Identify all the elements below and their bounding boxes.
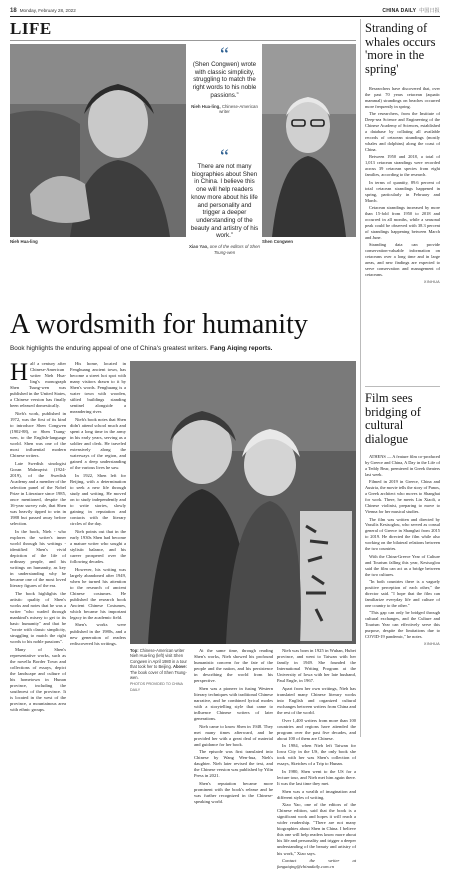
article-paragraph: Nieh's book notes that Shen didn't attend school much and spent a long time in the army in his early years, serving as a soldier and clerk. He traveled extensively along the waterways of the region, and gained a deep understanding of the various lives he saw. — [70, 416, 126, 471]
caption-top-label: Top: — [130, 648, 139, 653]
pull-quote-name: Nieh Hua-ling, — [191, 103, 221, 109]
article-paragraph: Nieh was born in 1925 in Wuhan, Hubei province, and went to Taiwan with her family in 1949. She founded the International Writing Program at the University of Iowa with her late husband, Paul Engle, in 1967. — [277, 648, 356, 684]
article-paragraph: Shen's works were published in the 1980s, and a new generation of readers rediscovered his writings. — [70, 622, 126, 646]
article-text: alf a century after Chinese-American writer Nieh Hua-ling's monograph Shen Tsung-wen was published in the United States, a Chinese version has finally been released domestically. — [10, 361, 66, 409]
article-paragraph: The episode was first translated into Chinese by Wang Wen-hua, Nieh's daughter. Nieh later revised the text, and the Chinese version was published by Yilin Press in 2021. — [194, 749, 273, 779]
quote-mark-icon: “ — [220, 44, 229, 66]
article-paragraph: Many of Shen's representative works, such as the novella Border Town and collections of essays, depict the landscape and culture of his hometown in Hunan province, including the southwest of the province. It is located in the west of the province, a mountainous area with ethnic groups. — [10, 646, 66, 713]
contact-line — [277, 858, 356, 870]
sidebar-divider — [365, 386, 440, 387]
article-paragraph: At the same time, through reading Shen's works, Nieh showed his profound humanistic concern for the fate of the people and the nation, and his persistence in describing the world from his perspective. — [194, 648, 273, 684]
sidebar-paragraph: Researchers have discovered that, over the past 70 years cetacean (aquatic mammal) strandings on beaches occurred more frequently in spring. — [365, 86, 440, 109]
page-info — [10, 8, 76, 14]
article-paragraph: Nieh points out that in the early 1930s Shen had become a mature writer who sought a stylistic balance, and his career prospered over the following decades. — [70, 528, 126, 564]
sidebar-paragraph: "This gap can only be bridged through cultural exchanges, and the Culture and Tourism Year can effectively serve this purpose, despite the limitations due to COVID-19 pandemic," he notes. — [365, 610, 440, 640]
pull-quote-attribution — [189, 104, 260, 115]
sidebar-paragraph: The researchers, from the Institute of Deep-sea Science and Engineering of the Chinese Academy of Sciences, established a database by collating all available records of cetacean strandings (mostly whales and dolphins) along the coast of China. — [365, 111, 440, 153]
article-paragraph: Apart from her own writings, Nieh has translated many Chinese literary works into English and organized cultural exchanges between writers from China and the rest of the world. — [277, 685, 356, 715]
middle-photo-caption — [130, 648, 190, 693]
article-paragraph: In 1922, Shen left for Beijing, with a determination to seek a new life through study and writing. He moved on to study independently and to write stories, slowly gaining in reputation and contacts with the literary circles of the day. — [70, 472, 126, 527]
article-paragraph: Nieh came to know Shen in 1948. They met many times afterward, and he provided her with a great deal of material and guidance for her book. — [194, 723, 273, 747]
article-paragraph: In the book, Nieh - who explores the writer's inner world through his writings - identified Shen's vivid depiction of the life of ordinary people, and his writings on humanity, as key in understanding why he became one of the most loved literary figures of the era. — [10, 528, 66, 589]
header-rule — [10, 16, 440, 17]
sidebar-paragraph: ATHENS — A feature film co-produced by Greece and China, A Day in the Life of a Teddy Bear, premiered in Greek theaters last week. — [365, 454, 440, 477]
sidebar-paragraph: In terms of quantity, 89.6 percent of total cetacean strandings happened in spring, particularly in February and March. — [365, 179, 440, 203]
pull-quote-role: Chinese-American writer — [219, 103, 258, 115]
pull-quote-1 — [189, 44, 260, 115]
byline-suffix: reports. — [248, 345, 273, 352]
article-paragraph: Xiao Yao, one of the editors of the Chinese edition, said that the book is a significant work and hopes it will reach a wider readership. "There are not many biographies about Shen in China. I believe this one will help readers know more about his life and personality and trigger a deeper understanding of the beauty and artistry of his work," Xiao says. — [277, 802, 356, 856]
caption-above-label: Above: — [173, 664, 187, 670]
sidebar-paragraph: Cetacean strandings increased by more than 15-fold from 1950 to 2018 and occurred in all months, while a seasonal peak could be observed with 38.3 percent of strandings happening between March and June. — [365, 205, 440, 240]
article-paragraph: In 1980, Shen went to the US for a lecture tour, and Nieh met him again there. It was the last time they met. — [277, 768, 356, 786]
standfirst — [10, 345, 356, 352]
article-paragraph: Late Swedish sinologist Goran Malmqvist (1924-2019), of the Swedish Academy and a member of the selection panel of the Nobel Prize in Literature since 1985, once mentioned, despite the 16-year survey rule, that Shen was heavily tipped to win in 1988 but passed away before selection. — [10, 460, 66, 527]
pull-quote-2 — [189, 146, 260, 255]
sidebar-headline: Film sees bridging of cultural dialogue — [365, 391, 421, 446]
sidebar-body — [365, 86, 440, 278]
article-paragraph: His home, located in Fenghuang ancient town, has become a street hot spot with many visitors drawn to it by Shen's words. Fenghuang is a water town with wooden, stilted buildings standing sentinel alongside a meandering river. — [70, 361, 126, 415]
article-paragraph — [10, 361, 66, 409]
article-column-1 — [10, 361, 66, 739]
caption-top-text: Chinese-American writer Nieh Hua-ling (left) visit Shen Congwen in April 1980 in a tour that took her to Beijing. — [130, 648, 187, 670]
whale-stranding-brief — [365, 22, 440, 382]
pull-quote-role: one of the editors of Shen Tsung-wen — [209, 244, 260, 255]
sidebar-byline: XINHUA — [423, 642, 440, 647]
photo-credit: PHOTOS PROVIDED TO CHINA DAILY — [130, 682, 183, 692]
shen-congwen-photo — [262, 44, 356, 237]
section-title: LIFE — [10, 19, 52, 38]
sidebar-body — [365, 454, 440, 640]
right-photo-caption: Shen Congwen — [262, 239, 294, 244]
page-number: 18 — [10, 8, 17, 14]
contact-email: fangaiqing@chinadaily.com.cn — [277, 864, 334, 870]
article-paragraph: However, his writing was largely abandoned after 1949, when he turned his attention to the research of ancient Chinese costumes. He published the research book Ancient Chinese Costumes, which became his important legacy in the academic field. — [70, 566, 126, 620]
article-paragraph: Nieh's work, published in 1972, was the first of its kind to introduce Shen Congwen (1902-88), or Shen Tsung-wen, to the English-language world. Shen was one of the most influential modern Chinese writers. — [10, 410, 66, 459]
nieh-hualing-photo — [10, 44, 186, 237]
pull-quote-text: There are not many biographies about Shen in China. I believe this one will help readers know more about his life and personality and trigger a deeper understanding of the beauty and artistry of his work.” — [190, 163, 259, 240]
pull-quote-text: (Shen Congwen) wrote with classic simplicity, struggling to match the right words to his noble passions.” — [192, 61, 257, 99]
article-paragraph: Shen was a wealth of imagination and different styles of writing. — [277, 788, 356, 800]
dropcap: H — [10, 359, 29, 386]
pull-quote-name: Xiao Yao, — [189, 244, 209, 250]
sidebar-byline: XINHUA — [423, 280, 440, 285]
article-column-3 — [194, 648, 273, 805]
film-brief — [365, 392, 440, 740]
nieh-and-visitor-photo — [130, 361, 356, 644]
sidebar-paragraph: Stranding data can provide conservation-valuable information on cetaceans over a long time and in large areas, and new findings are expected to serve conservation and management of cetaceans. — [365, 242, 440, 278]
quote-mark-icon: “ — [220, 146, 229, 168]
section-rule — [10, 40, 356, 41]
sidebar-headline: Stranding of whales occurs 'more in the spring' — [365, 21, 436, 76]
sidebar-paragraph: With the China-Greece Year of Culture and Tourism falling this year, Kesisoglou said the film can act as a bridge between the two cultures. — [365, 553, 440, 577]
masthead-name: CHINA DAILY — [382, 8, 417, 14]
sidebar-paragraph: Filmed in 2019 in Greece, China and Austria, the movie tells the story of Panos, a Greek architect who moves to Shanghai for work. There, he meets Lin Xiaoli, a Chinese violinist, preparing to move to Vienna for her musical studies. — [365, 479, 440, 515]
left-photo-caption: Nieh Hua-ling — [10, 239, 38, 244]
contact-label: Contact the writer at — [282, 858, 356, 864]
page-date: Monday, February 28, 2022 — [19, 8, 76, 13]
article-paragraph: In 1984, when Nieh left Taiwan for Iowa City in the US, the only book she took with her was Shen's collection of essays, Sketches of a Trip to Hunan. — [277, 743, 356, 767]
column-divider — [360, 19, 361, 737]
page-header — [10, 6, 440, 16]
pull-quote-attribution — [189, 244, 260, 255]
sidebar-paragraph: "In both countries there is a vaguely positive perception of each other," the director said. "I hope that the film can familiarize everyday life and culture of one country to the other." — [365, 579, 440, 608]
article-paragraph: Shen's reputation became more prominent with the book's release and he was further recognized in the Chinese-speaking world. — [194, 780, 273, 805]
byline-name: Fang Aiqing — [210, 345, 247, 352]
headline: A wordsmith for humanity — [10, 309, 308, 340]
article-paragraph: Over 1,400 writers from more than 100 countries and regions have attended the program over the past five decades, and about 100 of them are Chinese. — [277, 717, 356, 741]
sidebar-paragraph: The film was written and directed by Vassilis Kesisoglou, who served as consul general of Greece in Shanghai from 2015 to 2019. He directed the film while also working on the bilateral relations between the two countries. — [365, 516, 440, 552]
masthead — [382, 7, 440, 14]
article-paragraph: Shen was a pioneer in fusing Western literary techniques with traditional Chinese narrative, and he combined lyrical modes with a storytelling style that came to influence Chinese writers of later generations. — [194, 685, 273, 722]
article-column-4 — [277, 648, 356, 870]
article-column-2 — [70, 361, 126, 739]
sidebar-paragraph: Between 1950 and 2018, a total of 1,013 cetacean strandings were recorded across 39 cetacean species from eight families, according to the research. — [365, 154, 440, 178]
caption-above-text: The book cover of Shen Tsung-wen. — [130, 669, 187, 681]
article-paragraph: The book highlights the artistic quality of Shen's works and notes that he was a writer "who waded through mankind's misery to get to its basic humanity" and that he "wrote with classic simplicity, struggling to match the right words to his noble passions". — [10, 590, 66, 645]
masthead-cn: 中国日报 — [419, 8, 440, 14]
standfirst-text: Book highlights the enduring appeal of one of China's greatest writers. — [10, 345, 209, 352]
